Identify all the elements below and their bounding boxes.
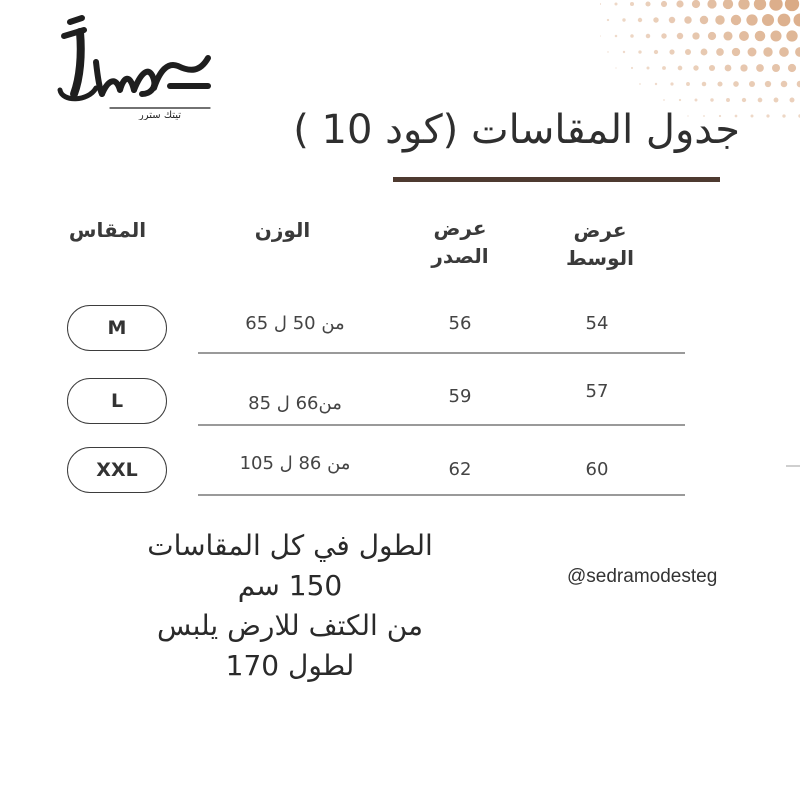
decor-dot [639,83,641,85]
decor-dot [693,65,698,70]
decor-dot [790,98,795,103]
decor-dot [715,15,724,24]
title-underline [393,177,720,182]
decor-dot [631,67,633,69]
size-pill-xxl: XXL [67,447,167,493]
header-chest-line2: الصدر [431,244,489,268]
decor-dot [692,32,699,39]
row-weight: من66 ل 85 [248,393,342,414]
decor-dot [654,50,658,54]
decor-dot [646,34,650,38]
header-waist [550,216,650,272]
decor-dot [733,81,739,87]
row-divider [198,424,685,426]
decor-dot [723,31,732,40]
row-weight: من 50 ل 65 [245,313,345,334]
header-weight: الوزن [254,218,311,242]
note-line-4: لطول 170 [225,649,355,682]
decor-dot [754,0,766,10]
row-waist: 60 [585,459,609,480]
decor-dot [669,49,674,54]
header-waist-line2: الوسط [566,246,634,270]
decor-dot [786,30,797,41]
brand-logo [50,10,215,120]
length-note [120,526,460,686]
note-line-2: 150 سم [237,569,343,602]
decor-dot [785,0,799,11]
decor-dot [769,0,782,11]
decor-dot [758,98,763,103]
decor-dot [600,3,601,5]
decor-dot [774,98,779,103]
decor-dot [765,81,771,87]
logo-tagline: تيتك سترر [138,110,182,120]
decor-dot [740,64,747,71]
row-divider [198,494,685,496]
decor-dot [622,18,625,21]
edge-divider [786,465,800,467]
row-waist: 54 [585,313,609,334]
decor-dot [684,16,691,23]
decor-dot [678,66,683,71]
decor-dot [638,18,642,22]
decor-dot [615,67,616,68]
decor-dot [746,14,757,25]
decor-dot [614,2,617,5]
decor-dot [742,98,746,102]
page-title: جدول المقاسات (كود 10 ) [293,107,740,153]
decor-dot [661,33,666,38]
decor-dot [653,17,658,22]
decor-dot [795,47,800,57]
decor-dot [766,114,769,117]
decor-dot [725,65,732,72]
decor-dot [600,35,601,37]
decor-dot [700,16,708,24]
decor-dot [749,81,755,87]
decor-dot [677,33,683,39]
header-chest [410,214,510,270]
decor-dot [782,114,785,117]
row-chest: 62 [448,459,472,480]
decor-dot [676,0,683,7]
instagram-handle: @sedramodesteg [567,566,718,587]
decor-dot [708,32,716,40]
row-divider [198,352,685,354]
decor-dot [607,19,609,21]
decor-dot [731,15,741,25]
decor-dot [707,0,716,9]
decor-dot [702,82,707,87]
decor-dot [630,34,634,38]
decor-dot [692,0,700,8]
decor-dot [701,49,708,56]
decor-dot [679,99,681,101]
decor-dot [686,82,690,86]
decor-dot [662,66,666,70]
decor-dot [709,65,715,71]
decor-dot [638,50,641,53]
decor-dot [763,47,772,56]
decor-dot [738,0,749,10]
decor-dot [645,1,650,6]
row-chest: 59 [448,386,472,407]
size-pill-m: M [67,305,167,351]
decor-dot [762,14,774,26]
decor-dot [655,83,657,85]
decor-dot [630,2,634,6]
decor-dot [663,99,665,101]
decor-dot [685,49,691,55]
decor-dot [794,14,800,27]
decor-dot [739,31,749,41]
decor-dot [751,115,754,118]
header-chest-line1: عرض [433,216,487,240]
decor-dot [770,30,781,41]
decor-dot [778,14,791,27]
decor-dot [615,35,618,38]
decor-dot [755,31,766,42]
decor-dot [779,47,789,57]
row-chest: 56 [448,313,472,334]
decor-dot [723,0,733,9]
decor-dot [788,64,796,72]
note-line-1: الطول في كل المقاسات [147,529,433,562]
decor-dot [772,64,780,72]
row-weight: من 86 ل 105 [239,453,351,474]
size-pill-l: L [67,378,167,424]
decor-dot [669,17,675,23]
decor-dot [607,51,608,52]
decor-dot [748,48,757,57]
decor-dot [661,1,667,7]
header-waist-line1: عرض [573,218,627,242]
decor-dot [716,48,724,56]
decor-dot [717,81,722,86]
decor-dot [756,64,764,72]
note-line-3: من الكتف للارض يلبس [156,609,424,642]
decor-dot [781,81,788,88]
decor-dot [623,51,625,53]
decor-dot [732,48,740,56]
header-size: المقاس [68,218,147,242]
row-waist: 57 [585,381,609,402]
decor-dot [670,82,673,85]
decor-dot [646,66,649,69]
